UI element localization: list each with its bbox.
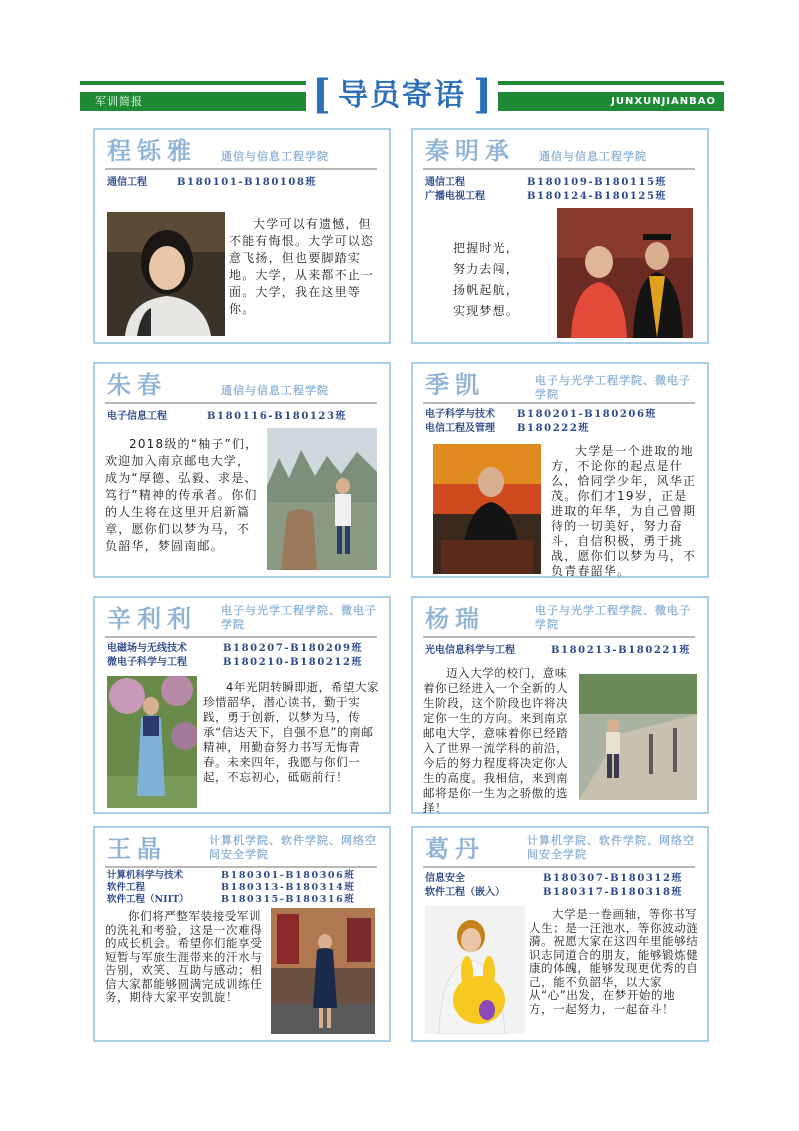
class-range: B180213-B180221班 [551,645,692,656]
divider [105,402,377,404]
major-list [425,644,699,658]
header-bar-top-right [498,81,724,85]
counselor-photo [579,674,697,800]
counselor-name: 朱春 [107,370,167,399]
major-name: 电子科学与技术 [425,409,495,420]
divider [105,168,377,170]
major-list [107,870,381,906]
class-range: B180315-B180316班 [221,894,356,905]
counselor-name: 王晶 [107,834,167,863]
counselor-name: 秦明承 [425,136,515,165]
counselor-photo [425,906,525,1034]
counselor-college: 通信与信息工程学院 [221,384,329,397]
counselor-card [93,826,391,1042]
counselor-quote: 把握时光，努力去闯，扬帆起航，实现梦想。 [453,241,520,318]
major-name: 通信工程 [107,177,147,188]
counselor-college: 电子与光学工程学院、微电子学院 [535,374,691,401]
counselor-college: 电子与光学工程学院、微电子学院 [221,604,377,631]
counselor-quote: 大学可以有遗憾，但不能有悔恨。大学可以恣意飞扬，但也要脚踏实地。大学，从来都不止一面。大学，我在这里等你。 [229,217,375,316]
counselor-card [93,596,391,814]
major-name: 电子信息工程 [107,411,167,422]
major-name: 微电子科学与工程 [107,657,187,668]
major-name: 计算机科学与技术 [107,870,184,881]
counselor-card [411,362,709,578]
counselor-college: 计算机学院、软件学院、网络空间安全学院 [527,834,695,861]
counselor-photo [107,212,225,336]
counselor-card [93,128,391,344]
newsletter-name: 军训简报 [95,95,143,108]
major-line [425,886,699,900]
major-name: 通信工程 [425,177,465,188]
divider [105,636,377,638]
counselor-college: 通信与信息工程学院 [539,150,647,163]
counselor-quote: 迈入大学的校门，意味着你已经进入一个全新的人生阶段，这个阶段也许将决定你一生的方向。来到南京邮电大学，意味着你已经踏入了世界一流学科的前沿，今后的努力程度将决定你人生的高度。我相信，来到南邮将是你一生为之骄傲的选择！ [423,666,569,815]
major-name: 广播电视工程 [425,191,485,202]
major-line [107,894,381,906]
class-range: B180207-B180209班 [223,643,364,654]
counselor-college: 电子与光学工程学院、微电子学院 [535,604,691,631]
major-line [425,408,699,422]
counselor-name: 程铄雅 [107,136,197,165]
major-list [107,410,381,424]
counselor-quote: 大学是一卷画轴，等你书写人生；是一汪池水，等你波动涟漪。祝愿大家在这四年里能够结识志同道合的朋友，能够锻炼健康的体魄，能够发现更优秀的自己，能不负韶华，以大家从“心”出发，在梦开始的地方，一起努力，一起奋斗！ [529,907,699,1016]
major-name: 软件工程（NIIT） [107,894,189,905]
major-list [425,872,699,900]
title-bracket-right: ] [473,71,492,118]
counselor-name: 葛丹 [425,834,485,863]
major-name: 信息安全 [425,873,465,884]
major-line [107,176,381,190]
major-line [107,410,381,424]
major-line [425,176,699,190]
counselor-quote: 你们将严整军装接受军训的洗礼和考验，这是一次难得的成长机会。希望你们能享受短暂与军旅生涯带来的汗水与告别，欢笑、互助与感动；相信大家都能够圆满完成训练任务，期待大家平安凯旋！ [105,909,263,1004]
major-name: 软件工程（嵌入） [425,887,505,898]
class-range: B180301-B180306班 [221,870,356,881]
class-range: B180317-B180318班 [543,887,684,898]
counselor-photo [267,428,377,570]
counselor-photo [557,208,693,338]
class-range: B180313-B180314班 [221,882,356,893]
newsletter-pinyin: JUNXUNJIANBAO [611,96,716,107]
section-title: 导员寄语 [338,78,466,113]
counselor-quote: 大学是一个进取的地方，不论你的起点是什么，恰同学少年，风华正茂。你们才19岁，正是进取的年华，为自己曾期待的一切美好，努力奋斗，自信积极，勇于挑战，愿你们以梦为马，不负青春韶华。 [551,444,697,578]
class-range: B180101-B180108班 [177,177,318,188]
counselor-card [411,596,709,814]
major-line [107,882,381,894]
major-line [425,422,699,436]
divider [423,866,695,868]
counselor-quote: 4年光阴转瞬即逝，希望大家珍惜韶华，潜心读书，勤于实践，勇于创新，以梦为马，传承“信达天下，自强不息”的南邮精神，用勤奋努力书写无悔青春。未来四年，我愿与你们一起，不忘初心，砥砺前行！ [203,680,380,784]
counselor-name: 季凯 [425,370,485,399]
counselor-photo [271,908,375,1034]
counselor-card [411,128,709,344]
counselor-photo [433,444,541,574]
class-range: B180124-B180125班 [527,191,668,202]
major-name: 软件工程 [107,882,146,893]
class-range: B180201-B180206班 [517,409,658,420]
counselor-college: 通信与信息工程学院 [221,150,329,163]
major-line [425,190,699,204]
major-line [107,656,381,670]
major-line [425,644,699,658]
class-range: B180109-B180115班 [527,177,668,188]
counselor-college: 计算机学院、软件学院、网络空间安全学院 [209,834,377,861]
major-list [107,176,381,190]
counselor-card [411,826,709,1042]
major-name: 光电信息科学与工程 [425,645,515,656]
major-line [107,642,381,656]
divider [423,168,695,170]
counselor-card [93,362,391,578]
class-range: B180116-B180123班 [207,411,348,422]
major-list [425,176,699,204]
major-list [425,408,699,436]
counselor-name: 辛利利 [107,604,197,633]
major-name: 电磁场与无线技术 [107,643,187,654]
major-list [107,642,381,670]
title-bracket-left: [ [312,71,331,118]
major-name: 电信工程及管理 [425,423,495,434]
major-line [425,872,699,886]
counselor-photo [107,676,197,808]
class-range: B180222班 [517,423,591,434]
class-range: B180307-B180312班 [543,873,684,884]
class-range: B180210-B180212班 [223,657,364,668]
major-line [107,870,381,882]
counselor-quote: 2018级的“柚子”们，欢迎加入南京邮电大学，成为“厚德、弘毅、求是、笃行”精神的传承者。你们的人生将在这里开启新篇章，愿你们以梦为马，不负韶华，梦圆南邮。 [105,437,259,553]
divider [423,402,695,404]
counselor-name: 杨瑞 [425,604,485,633]
header-bar-top-left [80,81,306,85]
section-title-group [312,72,492,118]
divider [105,866,377,868]
divider [423,636,695,638]
